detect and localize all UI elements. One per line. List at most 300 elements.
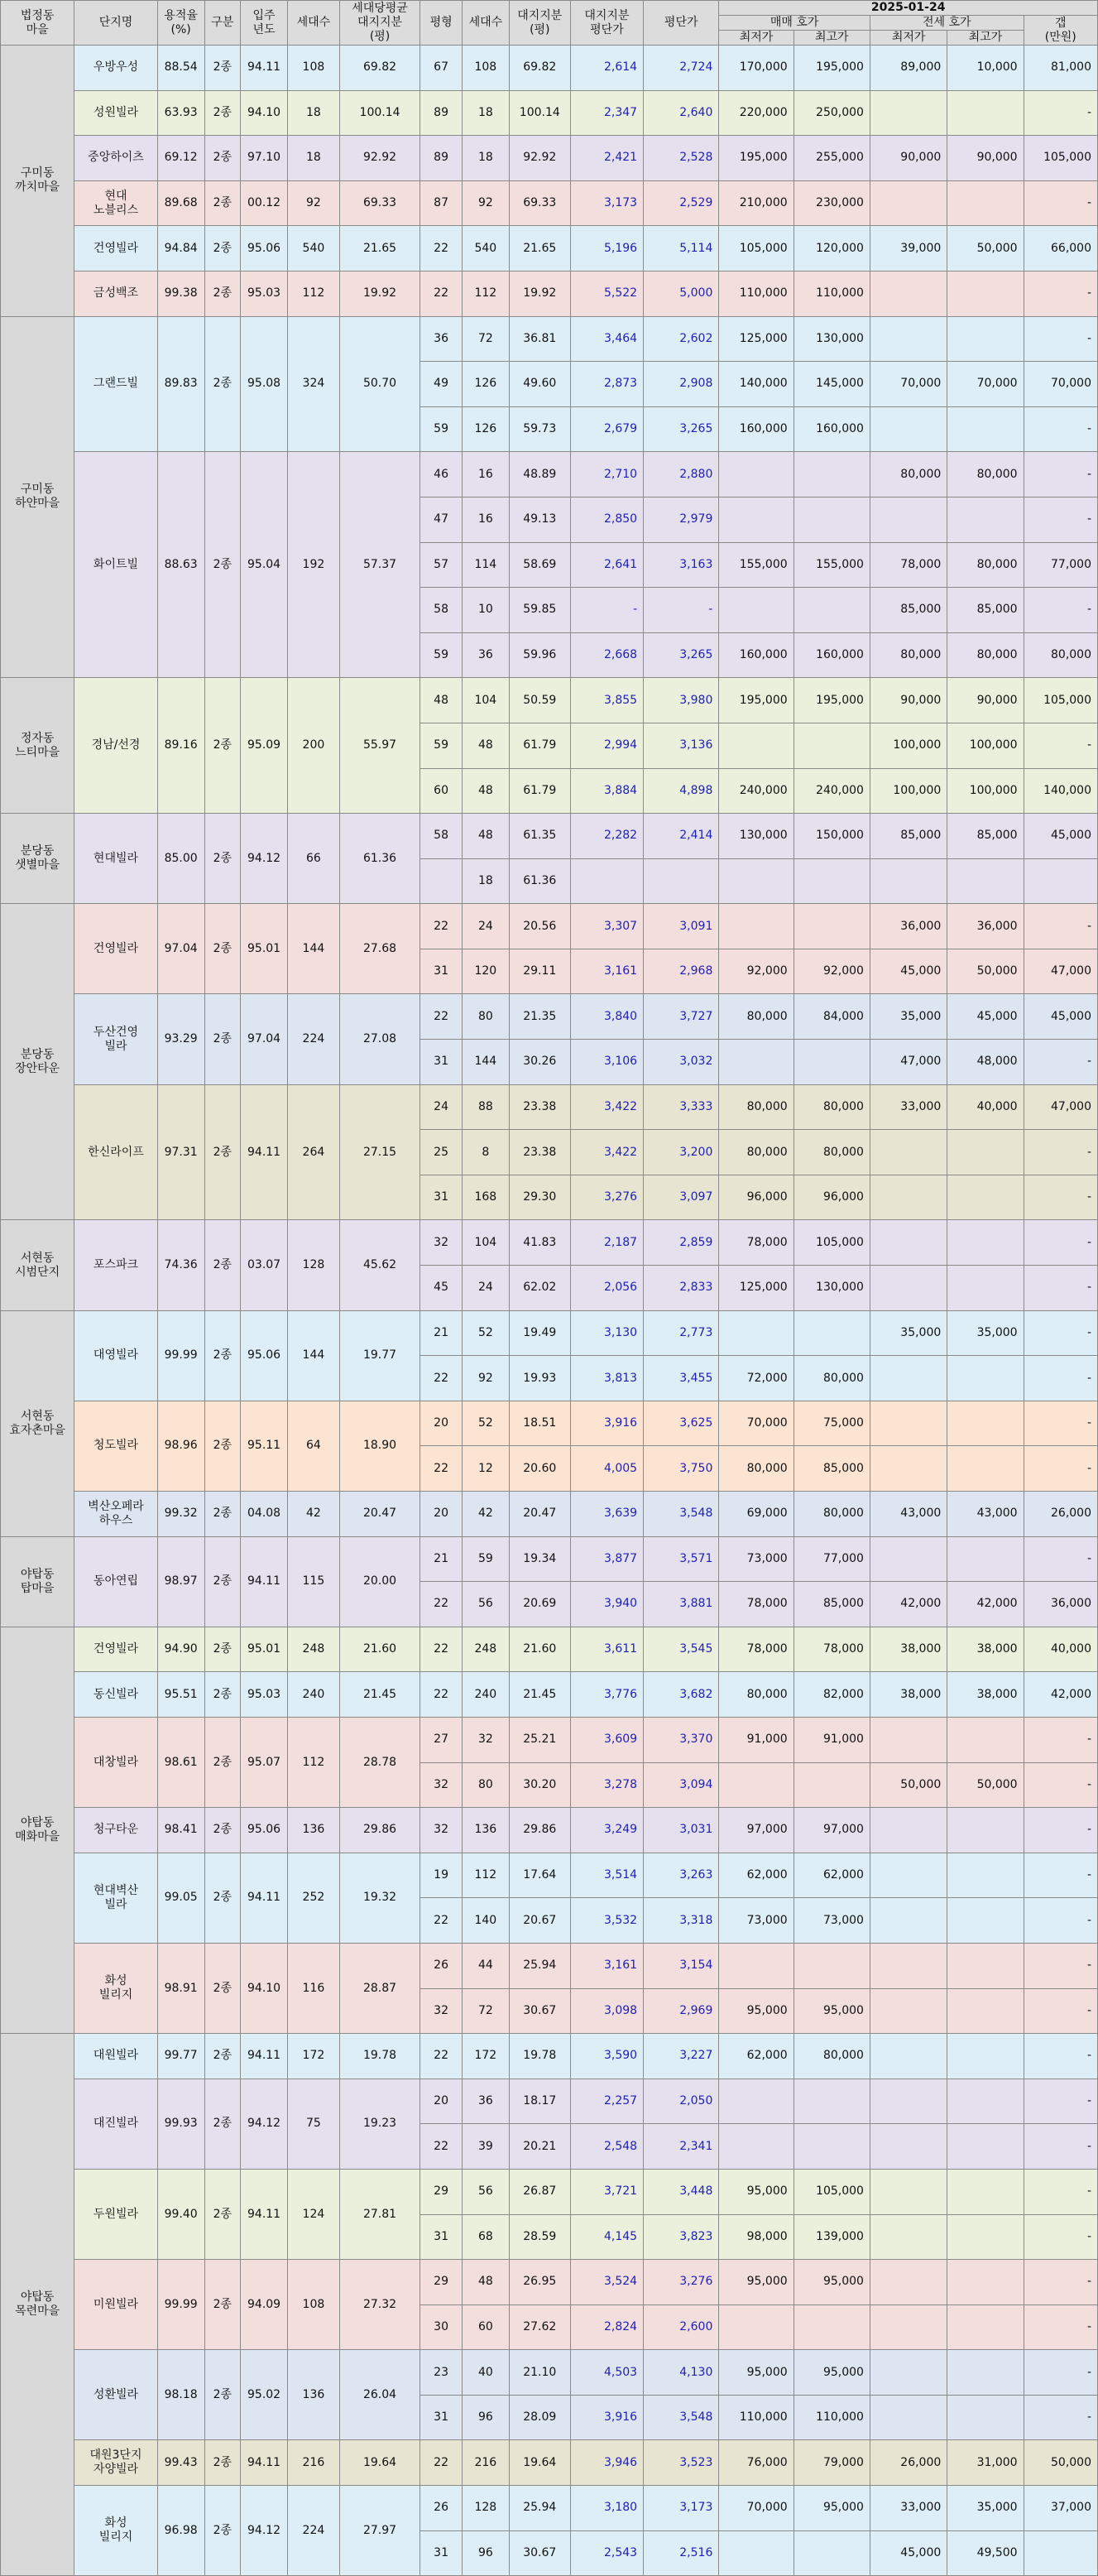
table-row: [1, 1310, 1098, 1356]
unit-price: 3,455: [644, 1356, 719, 1401]
type-land-share: 27.62: [509, 2304, 570, 2350]
header-floor-area-ratio: 용적율 (%): [157, 1, 204, 46]
land-unit-price: 4,503: [570, 2350, 643, 2396]
sale-min: 105,000: [719, 226, 794, 272]
sale-max: 110,000: [794, 271, 870, 316]
type-households: 120: [462, 949, 509, 994]
header-zone: 구분: [204, 1, 241, 46]
unit-price: 2,908: [644, 362, 719, 407]
type-land-share: 18.51: [509, 1401, 570, 1446]
type-land-share: 21.10: [509, 2350, 570, 2396]
avg-land-share: 29.86: [339, 1808, 420, 1853]
gap: -: [1024, 588, 1097, 633]
dong-cell: 서현동 효자촌마을: [1, 1310, 74, 1536]
gap: -: [1024, 1040, 1097, 1085]
households: 116: [287, 1943, 339, 2033]
jeonse-max: 50,000: [947, 949, 1024, 994]
sale-min: 110,000: [719, 271, 794, 316]
type-households: 92: [462, 1356, 509, 1401]
gap: 36,000: [1024, 1582, 1097, 1627]
land-unit-price: 2,548: [570, 2124, 643, 2170]
jeonse-min: 85,000: [870, 814, 947, 859]
gap: -: [1024, 1536, 1097, 1582]
households: 264: [287, 1084, 339, 1220]
table-row: [1, 1401, 1098, 1446]
complex-name: 대진빌라: [74, 2079, 157, 2169]
sale-min: 95,000: [719, 2260, 794, 2305]
type-pyeong: 46: [420, 452, 463, 497]
sale-min: [719, 858, 794, 904]
table-row: [1, 180, 1098, 226]
unit-price: 2,833: [644, 1266, 719, 1311]
type-households: 144: [462, 1040, 509, 1085]
dong-cell: 야탑동 매화마을: [1, 1627, 74, 2033]
header-gap: 갭 (만원): [1024, 16, 1097, 46]
type-pyeong: 31: [420, 2530, 463, 2576]
sale-max: [794, 1310, 870, 1356]
type-households: 128: [462, 2486, 509, 2531]
gap: -: [1024, 2079, 1097, 2124]
type-land-share: 59.85: [509, 588, 570, 633]
avg-land-share: 27.08: [339, 994, 420, 1084]
type-households: 18: [462, 90, 509, 136]
jeonse-max: 85,000: [947, 588, 1024, 633]
complex-name: 청도빌라: [74, 1401, 157, 1491]
zone: 2종: [204, 180, 241, 226]
sale-min: 170,000: [719, 46, 794, 91]
jeonse-min: [870, 1220, 947, 1266]
jeonse-max: [947, 497, 1024, 542]
unit-price: 3,097: [644, 1175, 719, 1220]
sale-max: 79,000: [794, 2440, 870, 2486]
complex-name: 대창빌라: [74, 1717, 157, 1807]
type-pyeong: 21: [420, 1536, 463, 1582]
gap: 140,000: [1024, 768, 1097, 814]
avg-land-share: 69.82: [339, 46, 420, 91]
land-unit-price: 3,639: [570, 1492, 643, 1537]
jeonse-max: 80,000: [947, 452, 1024, 497]
type-households: 108: [462, 46, 509, 91]
gap: -: [1024, 1808, 1097, 1853]
type-land-share: 50.59: [509, 678, 570, 723]
type-pyeong: 20: [420, 2079, 463, 2124]
zone: 2종: [204, 1310, 241, 1401]
gap: -: [1024, 1943, 1097, 1988]
jeonse-max: 42,000: [947, 1582, 1024, 1627]
floor-area-ratio: 93.29: [157, 994, 204, 1084]
floor-area-ratio: 99.93: [157, 2079, 204, 2169]
sale-min: 78,000: [719, 1627, 794, 1672]
floor-area-ratio: 98.18: [157, 2350, 204, 2440]
complex-name: 중앙하이츠: [74, 136, 157, 181]
type-households: 56: [462, 2169, 509, 2214]
avg-land-share: 19.64: [339, 2440, 420, 2486]
land-unit-price: 3,524: [570, 2260, 643, 2305]
table-row: [1, 1627, 1098, 1672]
zone: 2종: [204, 316, 241, 452]
floor-area-ratio: 99.32: [157, 1492, 204, 1537]
unit-price: 5,114: [644, 226, 719, 272]
avg-land-share: 28.87: [339, 1943, 420, 2033]
type-land-share: 25.21: [509, 1717, 570, 1762]
jeonse-max: [947, 2260, 1024, 2305]
sale-max: 85,000: [794, 1446, 870, 1492]
land-unit-price: 3,946: [570, 2440, 643, 2486]
jeonse-max: [947, 2124, 1024, 2170]
jeonse-min: [870, 1988, 947, 2034]
unit-price: 3,276: [644, 2260, 719, 2305]
complex-name: 벽산오페라 하우스: [74, 1492, 157, 1537]
type-pyeong: 22: [420, 1627, 463, 1672]
sale-min: 92,000: [719, 949, 794, 994]
jeonse-min: 85,000: [870, 588, 947, 633]
households: 540: [287, 226, 339, 272]
type-pyeong: 59: [420, 406, 463, 452]
type-households: 59: [462, 1536, 509, 1582]
header-households: 세대수: [287, 1, 339, 46]
type-land-share: 30.67: [509, 2530, 570, 2576]
sale-max: [794, 588, 870, 633]
avg-land-share: 92.92: [339, 136, 420, 181]
floor-area-ratio: 99.05: [157, 1853, 204, 1943]
jeonse-min: [870, 2214, 947, 2260]
type-pyeong: 22: [420, 1356, 463, 1401]
gap: -: [1024, 180, 1097, 226]
jeonse-min: [870, 2169, 947, 2214]
dong-cell: 서현동 시범단지: [1, 1220, 74, 1310]
type-pyeong: 31: [420, 1175, 463, 1220]
move-in-year: 95.03: [241, 271, 288, 316]
type-land-share: 19.34: [509, 1536, 570, 1582]
type-households: 96: [462, 2530, 509, 2576]
floor-area-ratio: 94.90: [157, 1627, 204, 1672]
jeonse-max: [947, 2079, 1024, 2124]
gap: -: [1024, 904, 1097, 949]
zone: 2종: [204, 2260, 241, 2350]
zone: 2종: [204, 1943, 241, 2033]
sale-min: 160,000: [719, 632, 794, 678]
dong-cell: 야탑동 탑마을: [1, 1536, 74, 1627]
households: 124: [287, 2169, 339, 2259]
jeonse-min: 90,000: [870, 136, 947, 181]
unit-price: 3,200: [644, 1130, 719, 1175]
zone: 2종: [204, 136, 241, 181]
move-in-year: 94.11: [241, 1536, 288, 1627]
sale-max: 80,000: [794, 2034, 870, 2079]
sale-max: [794, 2124, 870, 2170]
type-pyeong: 22: [420, 1446, 463, 1492]
unit-price: 3,727: [644, 994, 719, 1040]
land-unit-price: [570, 858, 643, 904]
sale-max: [794, 1762, 870, 1808]
type-pyeong: 58: [420, 588, 463, 633]
floor-area-ratio: 74.36: [157, 1220, 204, 1310]
land-unit-price: 3,276: [570, 1175, 643, 1220]
sale-min: [719, 2124, 794, 2170]
type-pyeong: 31: [420, 2395, 463, 2440]
type-land-share: 100.14: [509, 90, 570, 136]
sale-max: 95,000: [794, 2260, 870, 2305]
sale-max: [794, 2530, 870, 2576]
type-land-share: 19.64: [509, 2440, 570, 2486]
move-in-year: 95.09: [241, 678, 288, 814]
sale-max: 84,000: [794, 994, 870, 1040]
sale-min: 95,000: [719, 2350, 794, 2396]
land-unit-price: 3,278: [570, 1762, 643, 1808]
sale-max: 96,000: [794, 1175, 870, 1220]
type-households: 114: [462, 542, 509, 588]
sale-min: [719, 1310, 794, 1356]
jeonse-max: 90,000: [947, 136, 1024, 181]
complex-name: 금성백조: [74, 271, 157, 316]
avg-land-share: 61.36: [339, 814, 420, 904]
land-unit-price: 3,307: [570, 904, 643, 949]
avg-land-share: 69.33: [339, 180, 420, 226]
jeonse-min: [870, 497, 947, 542]
move-in-year: 94.10: [241, 90, 288, 136]
floor-area-ratio: 99.40: [157, 2169, 204, 2259]
sale-max: 130,000: [794, 316, 870, 362]
header-date: 2025-01-24: [719, 1, 1098, 16]
type-land-share: 19.92: [509, 271, 570, 316]
complex-name: 건영빌라: [74, 226, 157, 272]
move-in-year: 95.08: [241, 316, 288, 452]
gap: -: [1024, 2214, 1097, 2260]
type-land-share: 36.81: [509, 316, 570, 362]
type-households: 112: [462, 1853, 509, 1898]
zone: 2종: [204, 1084, 241, 1220]
header-land-share: 대지지분 (평): [509, 1, 570, 46]
jeonse-min: [870, 2034, 947, 2079]
type-pyeong: 57: [420, 542, 463, 588]
type-pyeong: [420, 858, 463, 904]
floor-area-ratio: 98.97: [157, 1536, 204, 1627]
avg-land-share: 27.32: [339, 2260, 420, 2350]
type-households: 140: [462, 1898, 509, 1944]
floor-area-ratio: 99.99: [157, 1310, 204, 1401]
complex-name: 경남/선경: [74, 678, 157, 814]
type-land-share: 21.60: [509, 1627, 570, 1672]
jeonse-min: 35,000: [870, 1310, 947, 1356]
unit-price: 3,032: [644, 1040, 719, 1085]
type-pyeong: 48: [420, 678, 463, 723]
jeonse-min: [870, 1130, 947, 1175]
avg-land-share: 20.47: [339, 1492, 420, 1537]
sale-max: 195,000: [794, 678, 870, 723]
move-in-year: 95.11: [241, 1401, 288, 1491]
sale-min: 78,000: [719, 1582, 794, 1627]
households: 112: [287, 271, 339, 316]
unit-price: 2,341: [644, 2124, 719, 2170]
zone: 2종: [204, 90, 241, 136]
move-in-year: 94.10: [241, 1943, 288, 2033]
sale-min: 78,000: [719, 1220, 794, 1266]
type-land-share: 23.38: [509, 1084, 570, 1130]
land-unit-price: 3,130: [570, 1310, 643, 1356]
sale-max: [794, 452, 870, 497]
avg-land-share: 57.37: [339, 452, 420, 678]
table-row: [1, 2079, 1098, 2124]
jeonse-min: [870, 1266, 947, 1311]
move-in-year: 94.12: [241, 2079, 288, 2169]
type-pyeong: 60: [420, 768, 463, 814]
sale-max: [794, 2304, 870, 2350]
sale-min: 195,000: [719, 136, 794, 181]
avg-land-share: 55.97: [339, 678, 420, 814]
sale-min: 210,000: [719, 180, 794, 226]
gap: -: [1024, 1988, 1097, 2034]
sale-max: 95,000: [794, 2486, 870, 2531]
sale-max: [794, 2079, 870, 2124]
zone: 2종: [204, 2079, 241, 2169]
sale-min: 73,000: [719, 1536, 794, 1582]
complex-name: 화이트빌: [74, 452, 157, 678]
zone: 2종: [204, 271, 241, 316]
type-pyeong: 31: [420, 1040, 463, 1085]
jeonse-max: [947, 1220, 1024, 1266]
type-land-share: 61.79: [509, 768, 570, 814]
move-in-year: 95.03: [241, 1672, 288, 1718]
jeonse-min: [870, 2350, 947, 2396]
land-unit-price: -: [570, 588, 643, 633]
type-households: 52: [462, 1401, 509, 1446]
type-households: 72: [462, 1988, 509, 2034]
type-land-share: 20.47: [509, 1492, 570, 1537]
gap: 47,000: [1024, 1084, 1097, 1130]
jeonse-max: 35,000: [947, 1310, 1024, 1356]
type-land-share: 20.56: [509, 904, 570, 949]
unit-price: 3,265: [644, 632, 719, 678]
sale-min: 72,000: [719, 1356, 794, 1401]
move-in-year: 95.06: [241, 1808, 288, 1853]
gap: 45,000: [1024, 994, 1097, 1040]
type-land-share: 21.35: [509, 994, 570, 1040]
complex-name: 두산건영 빌라: [74, 994, 157, 1084]
jeonse-max: 100,000: [947, 768, 1024, 814]
dong-cell: 야탑동 목련마을: [1, 2034, 74, 2576]
move-in-year: 94.11: [241, 1853, 288, 1943]
jeonse-max: [947, 1898, 1024, 1944]
jeonse-max: [947, 1943, 1024, 1988]
jeonse-max: [947, 2214, 1024, 2260]
sale-max: 80,000: [794, 1130, 870, 1175]
households: 108: [287, 46, 339, 91]
table-row: [1, 1717, 1098, 1762]
move-in-year: 97.10: [241, 136, 288, 181]
header-jeonse-group: 전세 호가: [870, 16, 1024, 31]
type-households: 18: [462, 136, 509, 181]
dong-cell: 구미동 까치마을: [1, 46, 74, 317]
land-unit-price: 3,173: [570, 180, 643, 226]
jeonse-max: 10,000: [947, 46, 1024, 91]
jeonse-max: 80,000: [947, 542, 1024, 588]
table-row: [1, 1536, 1098, 1582]
unit-price: 3,548: [644, 2395, 719, 2440]
floor-area-ratio: 96.98: [157, 2486, 204, 2576]
jeonse-max: [947, 1808, 1024, 1853]
table-row: [1, 226, 1098, 272]
jeonse-max: 48,000: [947, 1040, 1024, 1085]
sale-min: 70,000: [719, 2486, 794, 2531]
jeonse-min: [870, 1898, 947, 1944]
sale-max: [794, 497, 870, 542]
type-pyeong: 47: [420, 497, 463, 542]
type-pyeong: 31: [420, 2214, 463, 2260]
sale-min: [719, 2530, 794, 2576]
type-households: 52: [462, 1310, 509, 1356]
jeonse-max: 45,000: [947, 994, 1024, 1040]
type-households: 40: [462, 2350, 509, 2396]
gap: 50,000: [1024, 2440, 1097, 2486]
households: 192: [287, 452, 339, 678]
jeonse-min: [870, 2079, 947, 2124]
type-households: 80: [462, 994, 509, 1040]
unit-price: 2,516: [644, 2530, 719, 2576]
jeonse-max: 90,000: [947, 678, 1024, 723]
table-row: [1, 2169, 1098, 2214]
type-pyeong: 32: [420, 1808, 463, 1853]
unit-price: 4,898: [644, 768, 719, 814]
unit-price: 3,571: [644, 1536, 719, 1582]
land-unit-price: 3,514: [570, 1853, 643, 1898]
sale-max: [794, 904, 870, 949]
complex-name: 그랜드빌: [74, 316, 157, 452]
type-households: 248: [462, 1627, 509, 1672]
zone: 2종: [204, 2034, 241, 2079]
sale-max: 230,000: [794, 180, 870, 226]
avg-land-share: 20.00: [339, 1536, 420, 1627]
land-unit-price: 3,840: [570, 994, 643, 1040]
unit-price: 2,880: [644, 452, 719, 497]
sale-min: 69,000: [719, 1492, 794, 1537]
gap: -: [1024, 1130, 1097, 1175]
complex-name: 대원빌라: [74, 2034, 157, 2079]
zone: 2종: [204, 2169, 241, 2259]
jeonse-min: 80,000: [870, 452, 947, 497]
sale-min: [719, 588, 794, 633]
sale-max: [794, 1040, 870, 1085]
jeonse-max: [947, 2169, 1024, 2214]
unit-price: 3,750: [644, 1446, 719, 1492]
move-in-year: 94.11: [241, 46, 288, 91]
type-land-share: 18.17: [509, 2079, 570, 2124]
unit-price: 3,625: [644, 1401, 719, 1446]
households: 172: [287, 2034, 339, 2079]
sale-max: 80,000: [794, 1356, 870, 1401]
move-in-year: 94.09: [241, 2260, 288, 2350]
type-households: 36: [462, 2079, 509, 2124]
type-households: 104: [462, 1220, 509, 1266]
land-unit-price: 3,609: [570, 1717, 643, 1762]
land-unit-price: 3,464: [570, 316, 643, 362]
households: 240: [287, 1672, 339, 1718]
type-households: 56: [462, 1582, 509, 1627]
type-pyeong: 32: [420, 1988, 463, 2034]
complex-name: 현대 노블리스: [74, 180, 157, 226]
gap: 105,000: [1024, 678, 1097, 723]
header-sale-min: 최저가: [719, 31, 794, 46]
jeonse-max: 70,000: [947, 362, 1024, 407]
move-in-year: 95.02: [241, 2350, 288, 2440]
table-row: [1, 1808, 1098, 1853]
jeonse-min: 45,000: [870, 949, 947, 994]
gap: -: [1024, 452, 1097, 497]
unit-price: 4,130: [644, 2350, 719, 2396]
type-households: 96: [462, 2395, 509, 2440]
zone: 2종: [204, 1536, 241, 1627]
jeonse-max: [947, 2350, 1024, 2396]
sale-max: 82,000: [794, 1672, 870, 1718]
